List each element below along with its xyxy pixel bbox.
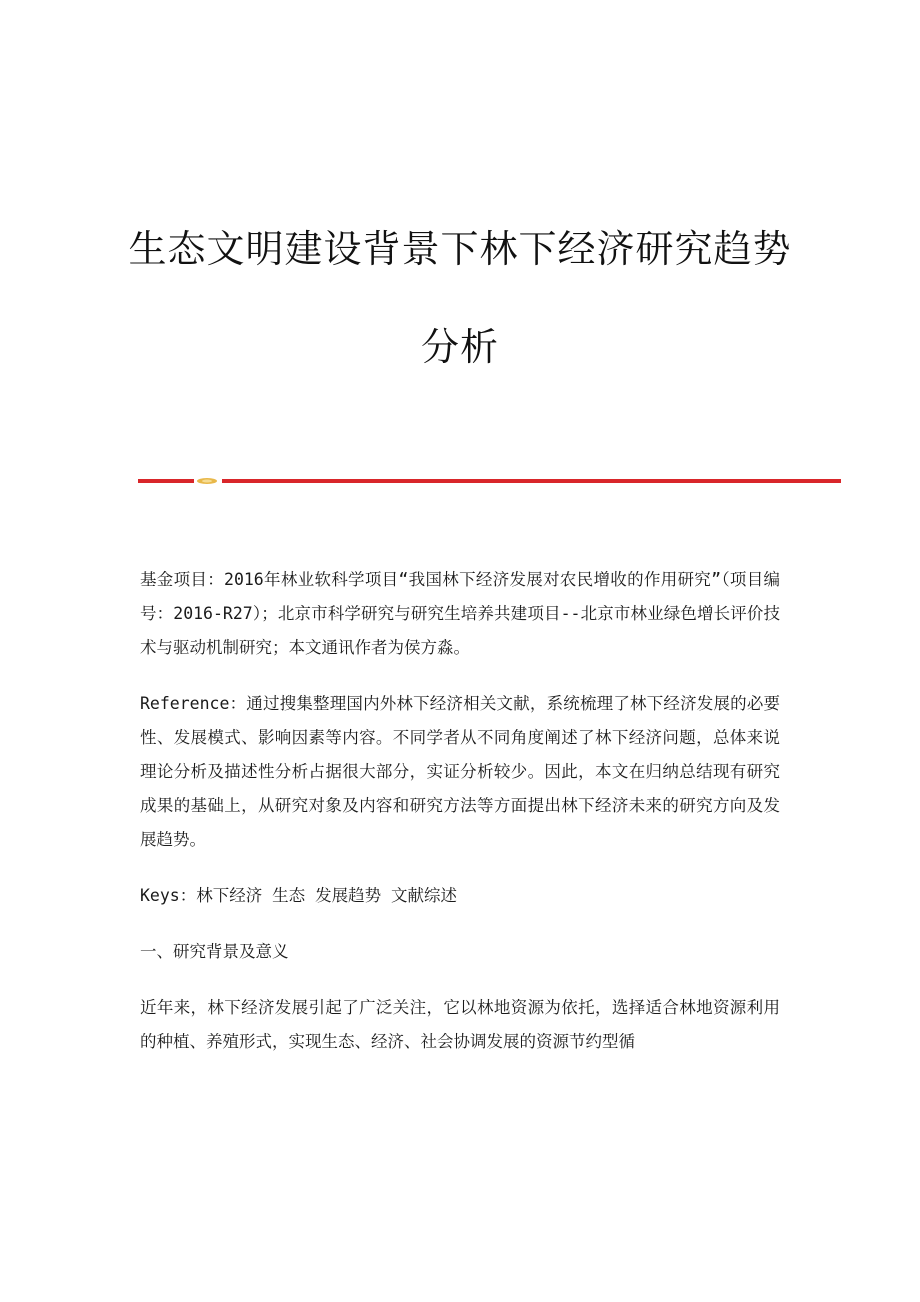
fund-paragraph: 基金项目：2016年林业软科学项目“我国林下经济发展对农民增收的作用研究”（项目编号：2016-R27）；北京市科学研究与研究生培养共建项目--北京市林业绿色增长评价技术与驱动机制研究；本文通讯作者为侯方淼。 (140, 570, 780, 657)
document-body (140, 563, 780, 1059)
divider-ornament-icon (196, 477, 218, 485)
document-title-line-2: 分析 (420, 325, 499, 369)
title-divider (138, 476, 841, 486)
section-heading: 一、研究背景及意义 (140, 942, 289, 961)
divider-bar-left (138, 479, 194, 483)
abstract-paragraph: Reference：通过搜集整理国内外林下经济相关文献，系统梳理了林下经济发展的必要性、发展模式、影响因素等内容。不同学者从不同角度阐述了林下经济问题，总体来说理论分析及描述性分析占据很大部分，实证分析较少。因此，本文在归纳总结现有研究成果的基础上，从研究对象及内容和研究方法等方面提出林下经济未来的研究方向及发展趋势。 (140, 694, 780, 849)
document-title-line-1: 生态文明建设背景下林下经济研究趋势 (128, 227, 792, 271)
body-paragraph: 近年来，林下经济发展引起了广泛关注，它以林地资源为依托，选择适合林地资源利用的种植、养殖形式，实现生态、经济、社会协调发展的资源节约型循 (140, 998, 780, 1051)
divider-bar-right (222, 479, 841, 483)
keywords-line: Keys：林下经济 生态 发展趋势 文献综述 (140, 886, 458, 905)
